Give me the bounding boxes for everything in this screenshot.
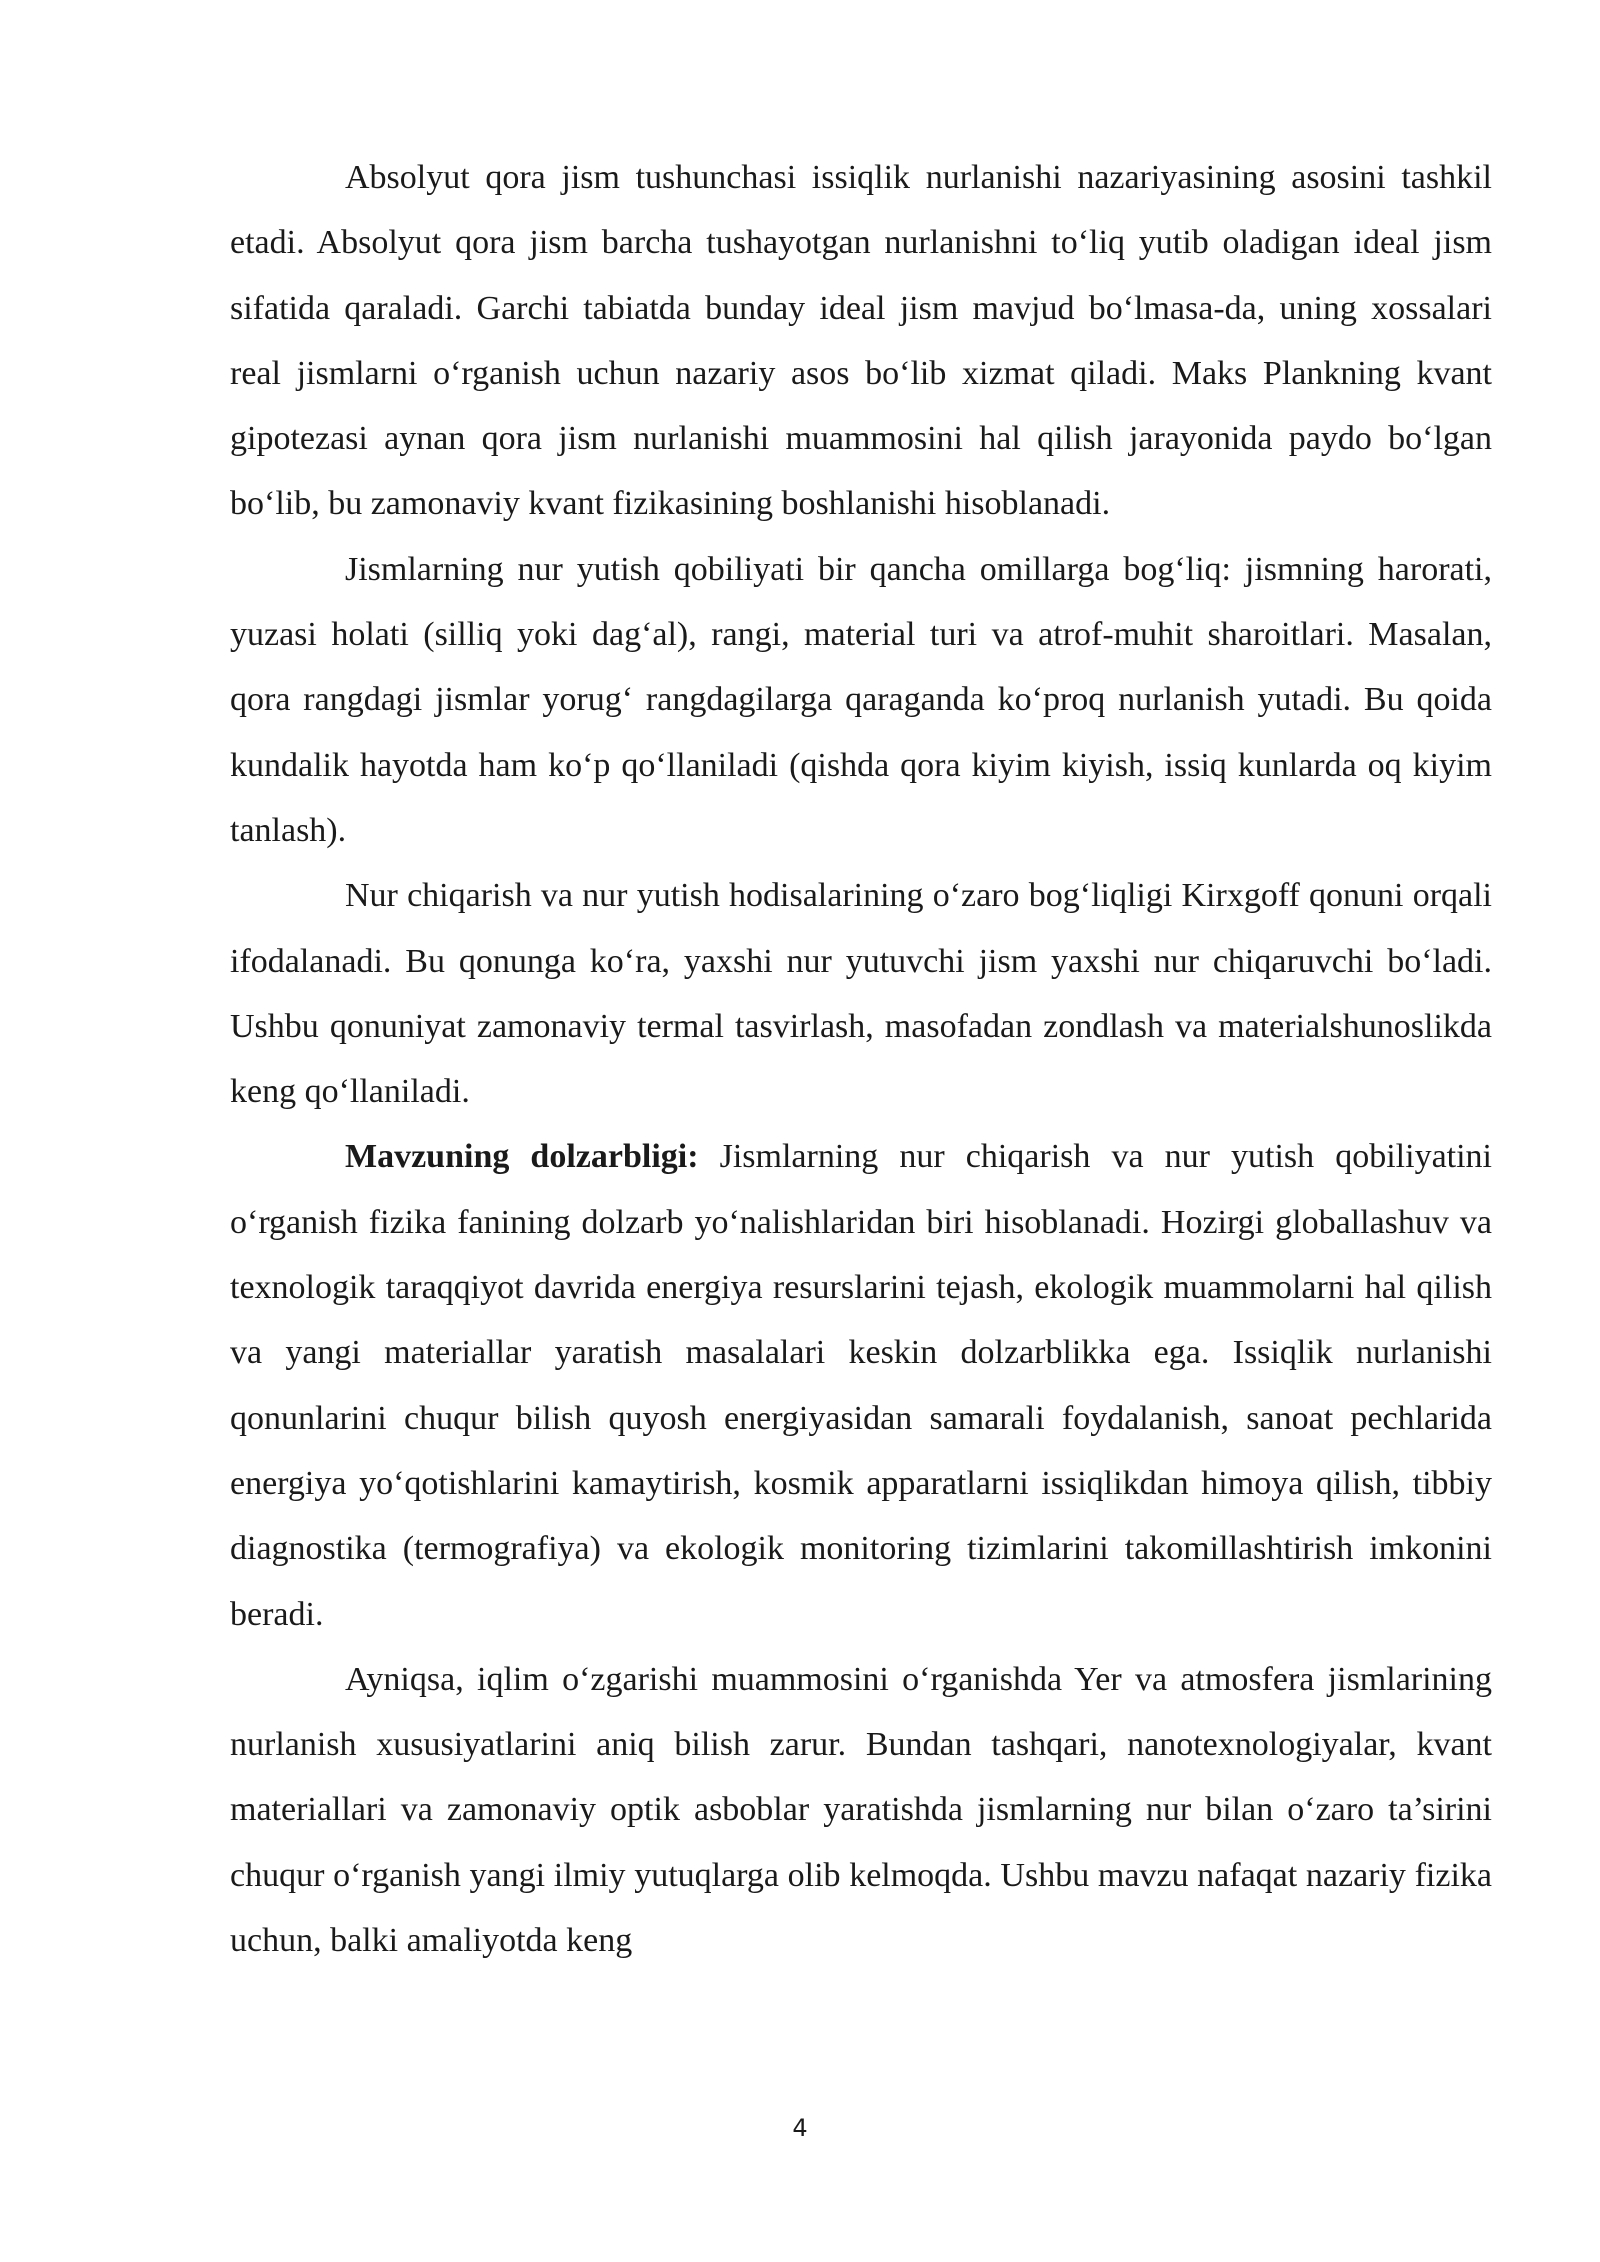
document-body [230, 145, 1492, 1973]
paragraph-absorption-factors: Jismlarning nur yutish qobiliyati bir qancha omillarga bog‘liq: jismning harorati, yuzasi holati (silliq yoki dag‘al), rangi, material turi va atrof-muhit sharoitlari. Masalan, qora rangdagi jismlar yorug‘ rangdagilarga qaraganda ko‘proq nurlanish yutadi. Bu qoida kundalik hayotda ham ko‘p qo‘llaniladi (qishda qora kiyim kiyish, issiq kunlarda oq kiyim tanlash). [230, 550, 1492, 849]
paragraph-blackbody: Absolyut qora jism tushunchasi issiqlik nurlanishi nazariyasining asosini tashkil etadi. Absolyut qora jism barcha tushayotgan nurlanishni to‘liq yutib oladigan ideal jism sifatida qaraladi. Garchi tabiatda bunday ideal jism mavjud bo‘lmasa-da, uning xossalari real jismlarni o‘rganish uchun nazariy asos bo‘lib xizmat qiladi. Maks Plankning kvant gipotezasi aynan qora jism nurlanishi muammosini hal qilish jarayonida paydo bo‘lgan bo‘lib, bu zamonaviy kvant fizikasining boshlanishi hisoblanadi. [230, 159, 1492, 523]
relevance-heading: Mavzuning dolzarbligi: [345, 1138, 699, 1176]
paragraph-kirchhoff-law: Nur chiqarish va nur yutish hodisalarining o‘zaro bog‘liqligi Kirxgoff qonuni orqali ifodalanadi. Bu qonunga ko‘ra, yaxshi nur yutuvchi jism yaxshi nur chiqaruvchi bo‘ladi. Ushbu qonuniyat zamonaviy termal tasvirlash, masofadan zondlash va materialshunoslikda keng qo‘llaniladi. [230, 877, 1492, 1111]
page-number: 4 [792, 2114, 808, 2142]
relevance-text: Jismlarning nur chiqarish va nur yutish qobiliyatini o‘rganish fizika fanining dolzarb yo‘nalishlaridan biri hisoblanadi. Hozirgi globallashuv va texnologik taraqqiyot davrida energiya resurslarini tejash, ekologik muammolarni hal qilish va yangi materiallar yaratish masalalari keskin dolzarblikka ega. Issiqlik nurlanishi qonunlarini chuqur bilish quyosh energiyasidan samarali foydalanish, sanoat pechlarida energiya yo‘qotishlarini kamaytirish, kosmik apparatlarni issiqlikdan himoya qilish, tibbiy diagnostika (termografiya) va ekologik monitoring tizimlarini takomillashtirish imkonini beradi. [230, 1138, 1492, 1633]
paragraph-climate-nanotech: Ayniqsa, iqlim o‘zgarishi muammosini o‘rganishda Yer va atmosfera jismlarining nurlanish xususiyatlarini aniq bilish zarur. Bundan tashqari, nanotexnologiyalar, kvant materiallari va zamonaviy optik asboblar yaratishda jismlarning nur bilan o‘zaro ta’sirini chuqur o‘rganish yangi ilmiy yutuqlarga olib kelmoqda. Ushbu mavzu nafaqat nazariy fizika uchun, balki amaliyotda keng [230, 1660, 1492, 1960]
paragraph-relevance [230, 1124, 1492, 1646]
